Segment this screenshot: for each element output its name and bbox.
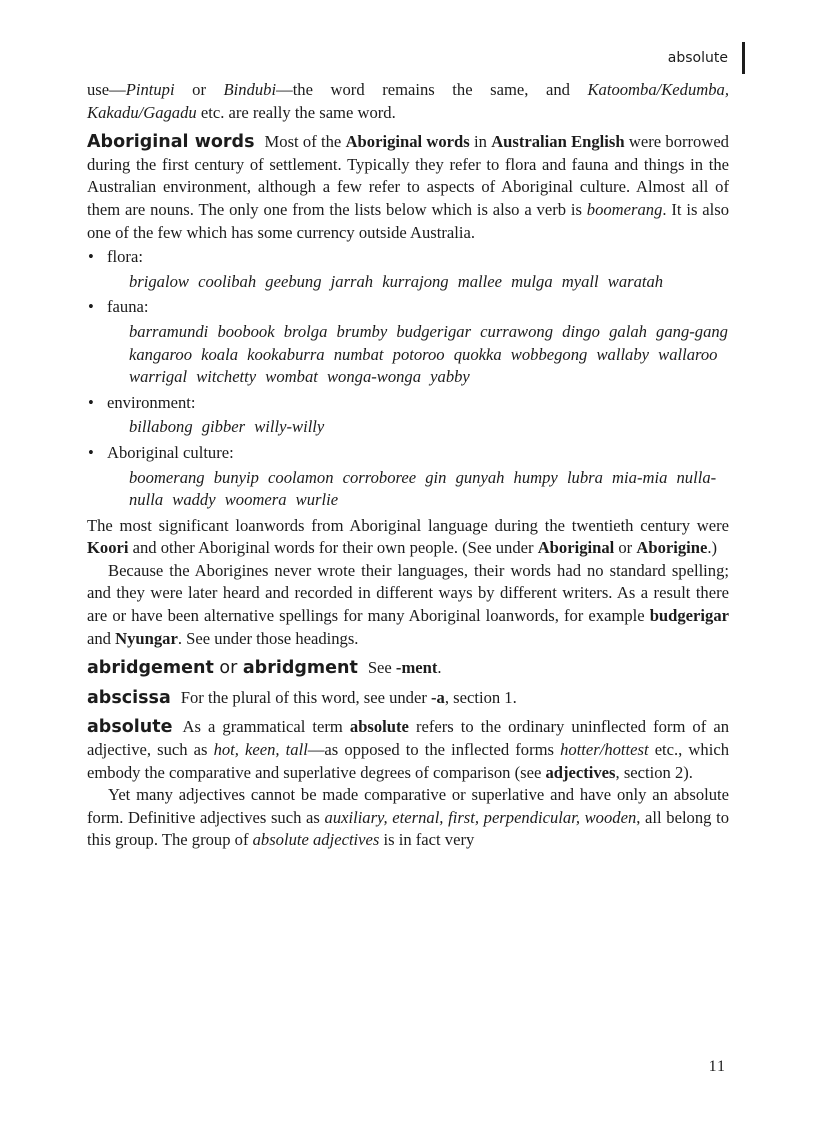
entry-paragraph: Yet many adjectives cannot be made comparative or superlative and have only an absolute form. Definitive adjectives such as auxiliary, eternal, first, perpendicular, wooden, all belong to this group. The group of absolute adjectives is in fact very — [87, 785, 729, 850]
headword: abscissa — [87, 687, 171, 708]
entry-paragraph: abridgement or abridgment See -ment. — [87, 658, 442, 679]
word-list: barramundi boobook brolga brumby budgerigar currawong dingo galah gang-gang kangaroo koala kookaburra numbat potoroo quokka wobbegong wallaby wallaroo warrigal witchetty wombat wonga-wonga yabby — [129, 321, 728, 387]
entry-absolute — [87, 716, 729, 852]
entry-aboriginal-words — [87, 131, 729, 650]
list-label: fauna: — [107, 297, 149, 317]
entry-paragraph: The most significant loanwords from Aboriginal language during the twentieth century were Koori and other Aboriginal words for their own people. (See under Aboriginal or Aborigine.) — [87, 515, 729, 558]
list-item — [87, 442, 729, 512]
headword: absolute — [87, 717, 173, 738]
page-number: 11 — [708, 1058, 726, 1075]
list-item — [87, 392, 729, 439]
headword: abridgement — [87, 658, 214, 679]
entry-abscissa — [87, 687, 729, 710]
running-head: absolute — [667, 50, 728, 66]
list-label: Aboriginal culture: — [107, 442, 234, 462]
running-head-rule — [742, 42, 745, 74]
page-body — [87, 79, 729, 852]
entry-paragraph: abscissa For the plural of this word, see under -a, section 1. — [87, 687, 517, 708]
headword: abridgment — [242, 658, 358, 679]
entry-paragraph: Because the Aborigines never wrote their languages, their words had no standard spelling; and they were later heard and recorded in different ways by different writers. As a result there are or have been alternative spellings for many Aboriginal loanwords, for example budgerigar and Nyungar. See under those headings. — [87, 560, 729, 648]
word-list: brigalow coolibah geebung jarrah kurrajong mallee mulga myall waratah — [129, 271, 664, 291]
entry-paragraph: Aboriginal words Most of the Aboriginal words in Australian English were borrowed during the first century of settlement. Typically they refer to flora and fauna and things in the Australian environment, although a few refer to aspects of Aboriginal culture. Almost all of them are nouns. The only one from the lists below which is also a verb is boomerang. It is also one of the few which has some currency outside Australia. — [87, 132, 729, 242]
list-label: flora: — [107, 247, 143, 267]
word-list: billabong gibber willy-willy — [129, 417, 325, 437]
continuation-paragraph: use—Pintupi or Bindubi—the word remains the same, and Katoomba/Kedumba, Kakadu/Gagadu etc. are really the same word. — [87, 80, 729, 122]
word-lists — [87, 246, 729, 512]
list-item — [87, 246, 729, 293]
entry-abridgement — [87, 657, 729, 680]
list-item — [87, 296, 729, 388]
list-label: environment: — [107, 392, 196, 412]
entry-paragraph: absolute As a grammatical term absolute refers to the ordinary uninflected form of an adjective, such as hot, keen, tall—as opposed to the inflected forms hotter/hottest etc., which embody the comparative and superlative degrees of comparison (see adjectives, section 2). — [87, 717, 729, 782]
word-list: boomerang bunyip coolamon corroboree gin gunyah humpy lubra mia-mia nulla-nulla waddy woomera wurlie — [129, 467, 717, 510]
headword: Aboriginal words — [87, 132, 255, 153]
